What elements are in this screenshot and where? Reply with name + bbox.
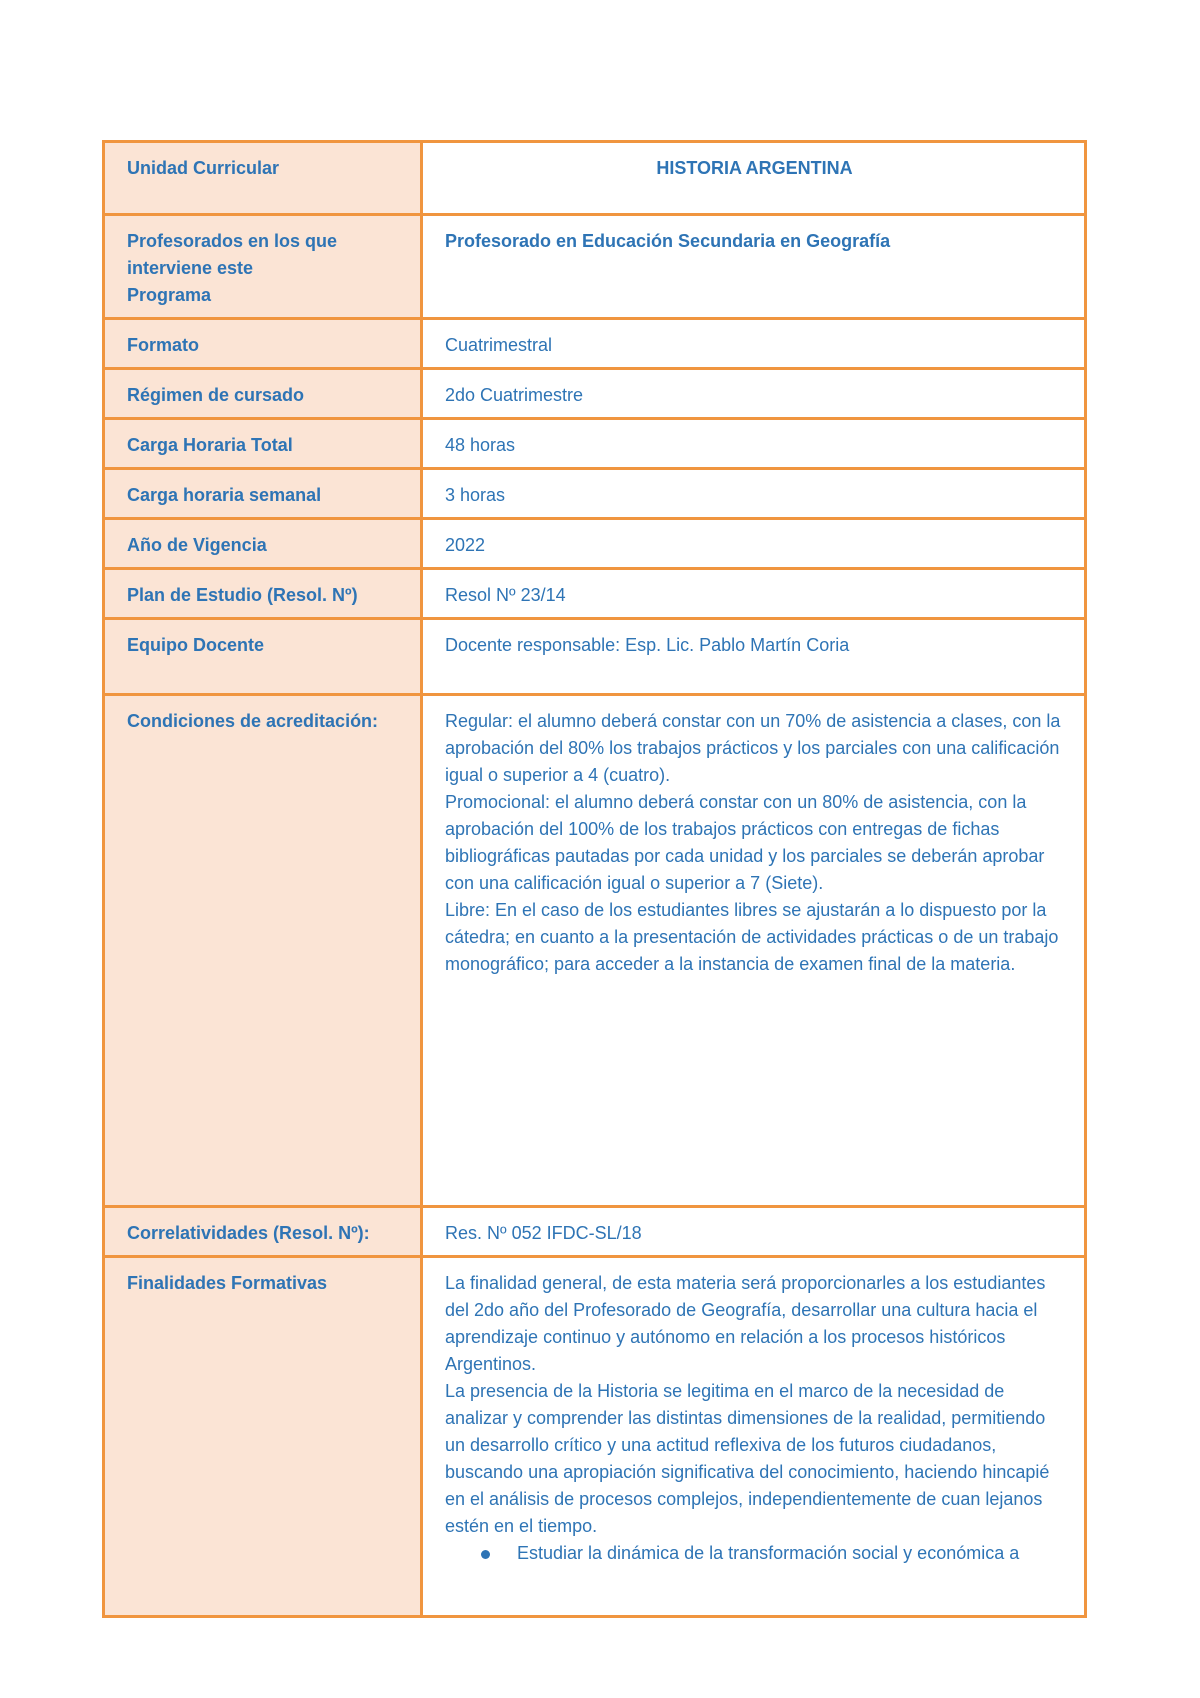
label-unidad-curricular: Unidad Curricular — [104, 142, 422, 215]
label-regimen: Régimen de cursado — [104, 369, 422, 419]
label-profesorados: Profesorados en los que interviene este Programa — [104, 215, 422, 319]
label-plan-estudio: Plan de Estudio (Resol. Nº) — [104, 569, 422, 619]
label-condiciones-acreditacion: Condiciones de acreditación: — [104, 695, 422, 1207]
label-formato: Formato — [104, 319, 422, 369]
condicion-regular: Regular: el alumno deberá constar con un 70% de asistencia a clases, con la aprobación del 80% los trabajos prácticos y los parciales con una calificación igual o superior a 4 (cuatro). — [445, 711, 1061, 785]
value-finalidades-formativas — [422, 1257, 1086, 1617]
bullet-dot-icon — [481, 1550, 490, 1559]
label-carga-horaria-total: Carga Horaria Total — [104, 419, 422, 469]
row-regimen — [104, 369, 1086, 419]
row-unidad-curricular — [104, 142, 1086, 215]
row-condiciones-acreditacion — [104, 695, 1086, 1207]
row-plan-estudio — [104, 569, 1086, 619]
value-unidad-curricular: HISTORIA ARGENTINA — [422, 142, 1086, 215]
row-carga-horaria-total — [104, 419, 1086, 469]
label-equipo-docente: Equipo Docente — [104, 619, 422, 695]
bullet-text: Estudiar la dinámica de la transformación social y económica a — [517, 1543, 1020, 1563]
value-carga-horaria-total: 48 horas — [422, 419, 1086, 469]
value-equipo-docente: Docente responsable: Esp. Lic. Pablo Martín Coria — [422, 619, 1086, 695]
value-plan-estudio: Resol Nº 23/14 — [422, 569, 1086, 619]
label-correlatividades: Correlatividades (Resol. Nº): — [104, 1207, 422, 1257]
value-anio-vigencia: 2022 — [422, 519, 1086, 569]
value-correlatividades: Res. Nº 052 IFDC-SL/18 — [422, 1207, 1086, 1257]
program-info-table — [102, 140, 1087, 1618]
row-finalidades-formativas — [104, 1257, 1086, 1617]
list-item — [445, 1540, 1064, 1567]
finalidades-bullet-list — [445, 1540, 1064, 1567]
label-finalidades-formativas: Finalidades Formativas — [104, 1257, 422, 1617]
row-profesorados — [104, 215, 1086, 319]
condicion-libre: Libre: En el caso de los estudiantes libres se ajustarán a lo dispuesto por la cátedra; en cuanto a la presentación de actividades prácticas o de un trabajo monográfico; para acceder a la instancia de examen final de la materia. — [445, 900, 1059, 974]
row-equipo-docente — [104, 619, 1086, 695]
value-profesorados: Profesorado en Educación Secundaria en Geografía — [422, 215, 1086, 319]
row-carga-horaria-semanal — [104, 469, 1086, 519]
condicion-promocional: Promocional: el alumno deberá constar con un 80% de asistencia, con la aprobación del 100% de los trabajos prácticos con entregas de fichas bibliográficas pautadas por cada unidad y los parciales se deberán aprobar con una calificación igual o superior a 7 (Siete). — [445, 792, 1045, 893]
row-anio-vigencia — [104, 519, 1086, 569]
finalidad-general: La finalidad general, de esta materia será proporcionarles a los estudiantes del 2do año del Profesorado de Geografía, desarrollar una cultura hacia el aprendizaje continuo y autónomo en relación a los procesos históricos Argentinos. — [445, 1273, 1046, 1374]
value-condiciones-acreditacion — [422, 695, 1086, 1207]
label-anio-vigencia: Año de Vigencia — [104, 519, 422, 569]
finalidad-presencia-historia: La presencia de la Historia se legitima en el marco de la necesidad de analizar y comprender las distintas dimensiones de la realidad, permitiendo un desarrollo crítico y una actitud reflexiva de los futuros ciudadanos, buscando una apropiación significativa del conocimiento, haciendo hincapié en el análisis de procesos complejos, independientemente de cuan lejanos estén en el tiempo. — [445, 1381, 1050, 1536]
row-formato — [104, 319, 1086, 369]
value-formato: Cuatrimestral — [422, 319, 1086, 369]
value-carga-horaria-semanal: 3 horas — [422, 469, 1086, 519]
value-regimen: 2do Cuatrimestre — [422, 369, 1086, 419]
label-carga-horaria-semanal: Carga horaria semanal — [104, 469, 422, 519]
row-correlatividades — [104, 1207, 1086, 1257]
